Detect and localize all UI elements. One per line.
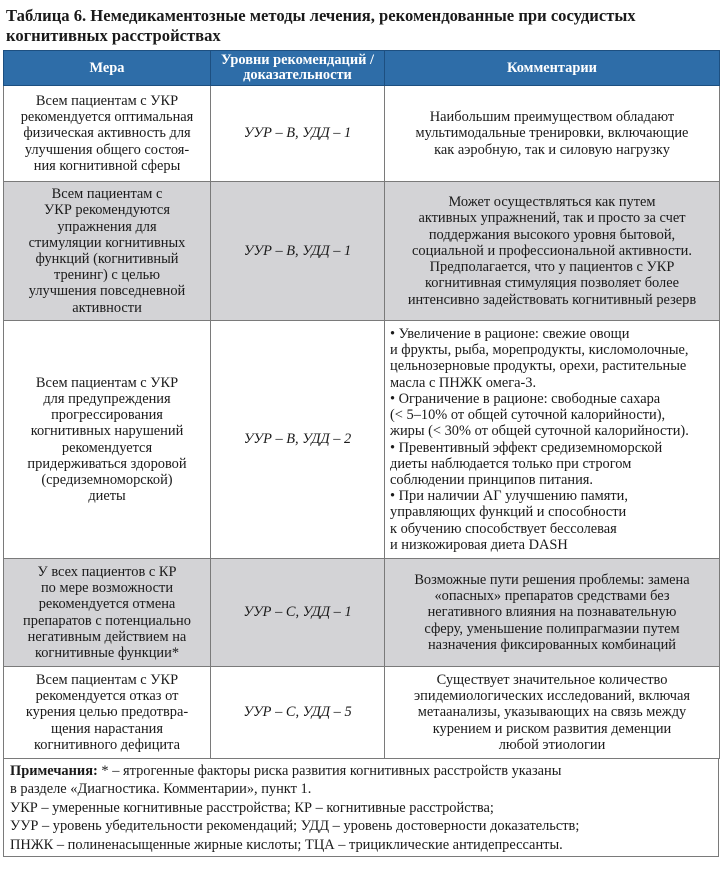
cell-line: Всем пациентам с [51, 186, 163, 203]
cell-line: Существует значительное количество [436, 671, 668, 688]
cell-line: курения целью предотвра- [25, 704, 189, 721]
cell-level: УУР – В, УДД – 1 [211, 86, 385, 182]
cell-line: негативного влияния на познавательную [427, 604, 677, 621]
cell-line: Наибольшим преимуществом обладают [429, 109, 675, 126]
cell-line: прогрессирования [51, 407, 163, 424]
cell-line: Возможные пути решения проблемы: замена [414, 571, 690, 588]
cell-line: и фрукты, рыба, морепродукты, кисломолочные, [390, 342, 689, 359]
cell-measure [4, 559, 211, 667]
header-levels [211, 51, 385, 86]
cell-measure [4, 86, 211, 182]
cell-line: любой этиологии [498, 736, 606, 753]
cell-comment [385, 182, 720, 321]
cell-comment [385, 559, 720, 667]
cell-line: «опасных» препаратов средствами без [434, 588, 670, 605]
cell-line: • При наличии АГ улучшению памяти, [390, 488, 628, 505]
notes-text: * – ятрогенные факторы риска развития когнитивных расстройств указаны [97, 763, 562, 779]
cell-line: социальной и профессиональной активности. [412, 242, 692, 259]
notes-line: УУР – уровень убедительности рекомендаций; УДД – уровень достоверности доказательств; [10, 818, 580, 835]
table-header-row [4, 51, 720, 86]
cell-line: рекомендуется отмена [38, 596, 176, 613]
cell-level: УУР – В, УДД – 1 [211, 182, 385, 321]
cell-line: активности [72, 299, 142, 316]
cell-line: ния когнитивной сферы [33, 157, 181, 174]
cell-measure [4, 182, 211, 321]
cell-line: управляющих функций и способности [390, 504, 627, 521]
cell-line: Всем пациентам с УКР [35, 92, 179, 109]
cell-line: физическая активность для [23, 125, 191, 142]
cell-comment [385, 86, 720, 182]
cell-line: препаратов с потенциально [23, 612, 191, 629]
cell-comment [385, 667, 720, 759]
cell-line: эпидемиологических исследований, включая [413, 688, 690, 705]
header-measure: Мера [4, 51, 211, 86]
cell-line: курением и риском развития деменции [432, 720, 672, 737]
cell-line: к обучению способствует бессолевая [390, 520, 617, 537]
cell-line: У всех пациентов с КР [37, 563, 177, 580]
cell-line: (< 5–10% от общей суточной калорийности), [390, 407, 666, 424]
table-row [4, 86, 720, 182]
cell-line: и низкожировая диета DASH [390, 536, 568, 553]
table-notes [3, 759, 719, 857]
cell-line: масла с ПНЖК омега-3. [390, 374, 537, 391]
cell-line: рекомендуется отказ от [35, 688, 179, 705]
table-title-line: Таблица 6. Немедикаментозные методы лечения, рекомендованные при сосудистых [6, 6, 636, 25]
cell-line: когнитивная стимуляция позволяет более [425, 275, 679, 292]
cell-line: УКР рекомендуются [44, 202, 170, 219]
table-title [0, 0, 720, 50]
cell-level: УУР – С, УДД – 1 [211, 559, 385, 667]
cell-line: диеты наблюдается только при строгом [390, 455, 632, 472]
cell-line: по мере возможности [40, 580, 174, 597]
cell-line: Всем пациентам с УКР [35, 671, 179, 688]
cell-measure [4, 321, 211, 559]
notes-line: в разделе «Диагностика. Комментарии», пункт 1. [10, 781, 312, 798]
cell-line: рекомендуется оптимальная [20, 109, 194, 126]
cell-line: активных упражнений, так и просто за счет [418, 210, 686, 227]
recommendations-table [3, 50, 720, 759]
cell-line: цельнозерновые продукты, орехи, растительные [390, 358, 687, 375]
cell-line: придерживаться здоровой [27, 455, 187, 472]
cell-line: (средиземноморской) [41, 471, 173, 488]
cell-line: • Ограничение в рационе: свободные сахара [390, 390, 661, 407]
table-row [4, 667, 720, 759]
cell-line: для предупреждения [43, 390, 171, 407]
cell-line: метаанализы, указывающих на связь между [417, 704, 687, 721]
cell-line: тренинг) с целью [53, 267, 160, 284]
cell-line: Может осуществляться как путем [448, 194, 656, 211]
notes-line [10, 762, 712, 780]
notes-line: ПНЖК – полиненасыщенные жирные кислоты; ТЦА – трициклические антидепрессанты. [10, 836, 563, 853]
cell-line: Всем пациентам с УКР [35, 374, 179, 391]
cell-line: когнитивного дефицита [34, 736, 180, 753]
cell-line: стимуляции когнитивных [28, 234, 186, 251]
cell-line: интенсивно задействовать когнитивный резерв [407, 291, 697, 308]
cell-line: • Увеличение в рационе: свежие овощи [390, 326, 630, 343]
cell-line: назначения фиксированных комбинаций [427, 636, 677, 653]
cell-measure [4, 667, 211, 759]
cell-line: щения нарастания [50, 720, 164, 737]
header-levels-line: Уровни рекомендаций / [220, 52, 374, 68]
table-row [4, 559, 720, 667]
cell-line: соблюдении принципов питания. [390, 471, 594, 488]
cell-line: когнитивные функции* [34, 644, 180, 661]
cell-line: улучшения повседневной [28, 283, 186, 300]
cell-line: поддержания высокого уровня бытовой, [428, 226, 676, 243]
cell-line: мультимодальные тренировки, включающие [415, 125, 689, 142]
cell-line: негативным действием на [27, 628, 187, 645]
cell-line: жиры (< 30% от общей суточной калорийности). [390, 423, 689, 440]
cell-line: сферу, уменьшение полипрагмазии путем [424, 620, 680, 637]
cell-level: УУР – С, УДД – 5 [211, 667, 385, 759]
notes-label: Примечания: [10, 763, 98, 779]
notes-line: УКР – умеренные когнитивные расстройства; КР – когнитивные расстройства; [10, 799, 494, 816]
cell-level: УУР – В, УДД – 2 [211, 321, 385, 559]
cell-line: • Превентивный эффект средиземноморской [390, 439, 663, 456]
cell-comment [385, 321, 720, 559]
table-row [4, 182, 720, 321]
header-levels-line: доказательности [243, 67, 352, 83]
header-comments: Комментарии [385, 51, 720, 86]
cell-line: когнитивных нарушений [30, 423, 184, 440]
table-row [4, 321, 720, 559]
cell-line: рекомендуется [61, 439, 153, 456]
cell-line: функций (когнитивный [35, 251, 179, 267]
cell-line: как аэробную, так и силовую нагрузку [434, 141, 670, 158]
cell-line: Предполагается, что у пациентов с УКР [429, 259, 675, 276]
cell-line: улучшения общего состоя- [24, 141, 190, 158]
cell-line: диеты [88, 488, 126, 505]
table-title-line: когнитивных расстройствах [6, 26, 221, 45]
cell-line: упражнения для [57, 218, 157, 235]
